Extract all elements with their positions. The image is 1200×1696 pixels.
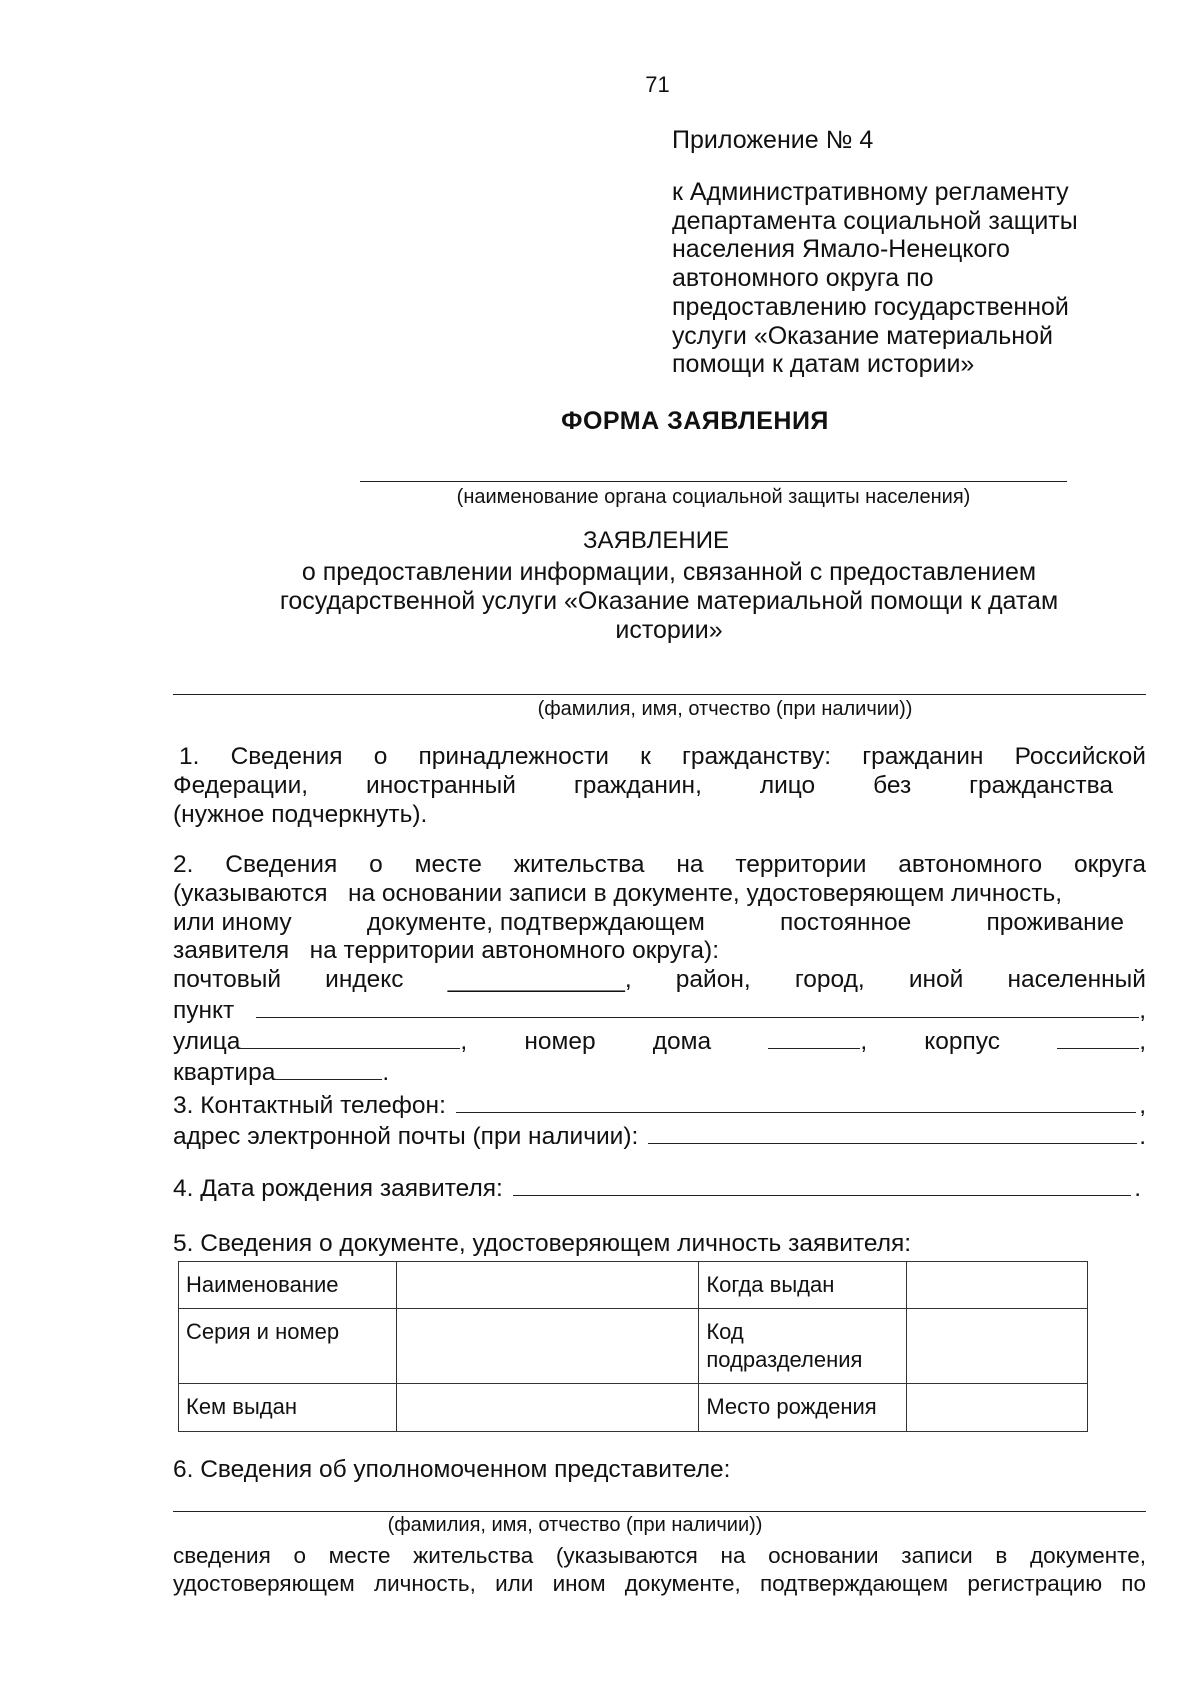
option-stateless[interactable]: лицо	[759, 771, 816, 799]
applicant-name-line[interactable]	[173, 694, 1146, 695]
word: к	[640, 743, 651, 770]
cell-value[interactable]	[907, 1262, 1088, 1309]
word: Сведения	[230, 743, 343, 770]
regulation-line: к Административному регламенту	[672, 178, 1069, 206]
phone-field[interactable]	[456, 1090, 1136, 1113]
regulation-line: населения Ямало-Ненецкого	[672, 235, 1010, 264]
word[interactable]: гражданства	[969, 771, 1113, 799]
postal-label: почтовый	[173, 966, 282, 994]
regulation-line: услуги «Оказание материальной	[672, 321, 1053, 350]
city-label: город,	[794, 966, 865, 994]
postal-index-field[interactable]: _____________,	[447, 966, 632, 994]
cell-value[interactable]	[396, 1384, 698, 1432]
street-label: улица	[173, 1027, 241, 1055]
word: жительства	[513, 851, 645, 878]
regulation-line: предоставлению государственной	[672, 292, 1069, 321]
regulation-line: автономного округа по	[672, 264, 934, 293]
representative-residence-text	[173, 1542, 1146, 1597]
word: автономного	[898, 851, 1043, 878]
representative-name-line[interactable]	[173, 1511, 1146, 1512]
word[interactable]: без	[873, 771, 912, 799]
period: .	[1139, 1122, 1146, 1150]
email-field[interactable]	[648, 1121, 1137, 1144]
comma: ,	[460, 1027, 468, 1055]
cell-label: Серия и номер	[179, 1309, 397, 1384]
table-row	[179, 1384, 1088, 1432]
word: 1.	[179, 743, 200, 770]
district-label: район,	[675, 966, 751, 994]
word: гражданин	[862, 743, 984, 770]
section-residence	[173, 851, 1146, 1087]
cell-label: Место рождения	[699, 1384, 907, 1432]
index-label: индекс	[325, 966, 404, 994]
word: принадлежности	[418, 743, 609, 770]
agency-name-line[interactable]	[360, 481, 1067, 482]
section-birthdate	[173, 1173, 1146, 1204]
subtitle-line: о предоставлении информации, связанной с предоставлением	[301, 558, 1037, 586]
table-row	[179, 1262, 1088, 1309]
word: 2.	[173, 851, 194, 878]
word: Российской	[1014, 743, 1146, 770]
table-row	[179, 1309, 1088, 1384]
word: Сведения	[225, 851, 338, 878]
birthdate-label: 4. Дата рождения заявителя:	[173, 1175, 503, 1202]
cell-label: Код подразделения	[699, 1309, 907, 1384]
locality-label: пункт	[173, 996, 235, 1024]
applicant-caption: (фамилия, имя, отчество (при наличии))	[537, 698, 913, 720]
word: о	[369, 851, 383, 878]
regulation-reference	[672, 178, 1142, 379]
subtitle-line: истории»	[615, 616, 723, 644]
word: постоянное	[779, 908, 912, 936]
comma: ,	[1139, 1092, 1146, 1119]
regulation-line: департамента социальной защиты	[672, 206, 1078, 235]
word: документе, подтверждающем	[366, 908, 705, 936]
word: проживание	[986, 908, 1124, 936]
cell-value[interactable]	[396, 1262, 698, 1309]
word: территории	[735, 851, 867, 878]
section-representative-label: 6. Сведения об уполномоченном представителе:	[173, 1456, 731, 1483]
comma: ,	[1139, 1027, 1146, 1055]
word[interactable]: гражданин,	[573, 771, 702, 799]
other-label: иной	[908, 966, 964, 994]
section-citizenship	[173, 743, 1146, 829]
statement-heading: ЗАЯВЛЕНИЕ	[583, 527, 729, 554]
building-label: корпус	[924, 1027, 1001, 1055]
residence-note-end: заявителя на территории автономного округа):	[173, 937, 720, 965]
house-number-field[interactable]	[768, 1026, 860, 1049]
page-number: 71	[645, 72, 670, 97]
settlement-label: населенный	[1007, 966, 1146, 994]
section-contacts	[173, 1090, 1146, 1152]
word: о	[373, 743, 388, 770]
id-document-table	[178, 1261, 1088, 1432]
house-label-2: дома	[652, 1027, 712, 1055]
residence-note: (указываются на основании записи в документе, удостоверяющем личность,	[173, 879, 1063, 907]
section-id-document-label: 5. Сведения о документе, удостоверяющем личность заявителя:	[173, 1230, 912, 1257]
cell-value[interactable]	[396, 1309, 698, 1384]
cell-value[interactable]	[907, 1384, 1088, 1432]
subtitle-line: государственной услуги «Оказание материальной помощи к датам	[279, 587, 1059, 615]
option-citizen-rf[interactable]: Федерации,	[173, 771, 309, 799]
word: или иному	[173, 908, 292, 936]
period: .	[1134, 1175, 1141, 1202]
representative-caption: (фамилия, имя, отчество (при наличии))	[387, 1514, 763, 1536]
birthdate-field[interactable]	[513, 1173, 1131, 1196]
text-line: удостоверяющем личность, или ином документе, подтверждающем регистрацию по	[173, 1570, 1146, 1596]
statement-subtitle	[0, 558, 1200, 645]
agency-caption: (наименование органа социальной защиты населения)	[456, 486, 971, 508]
building-field[interactable]	[1057, 1026, 1139, 1049]
cell-label: Когда выдан	[699, 1262, 907, 1309]
street-field[interactable]	[240, 1026, 460, 1049]
period: .	[382, 1058, 390, 1086]
apartment-field[interactable]	[275, 1057, 382, 1080]
word: на	[676, 851, 704, 878]
appendix-label: Приложение № 4	[672, 126, 874, 154]
comma: ,	[1139, 996, 1146, 1024]
comma: ,	[860, 1027, 868, 1055]
regulation-line: помощи к датам истории»	[672, 350, 975, 379]
text-line: сведения о месте жительства (указываются на основании записи в документе,	[173, 1543, 1146, 1568]
house-label: номер	[524, 1027, 596, 1055]
locality-field[interactable]	[256, 995, 1139, 1018]
word: округа	[1074, 851, 1146, 878]
cell-label: Кем выдан	[179, 1384, 397, 1432]
phone-label: 3. Контактный телефон:	[173, 1092, 446, 1119]
section-note: (нужное подчеркнуть).	[173, 800, 428, 828]
cell-label: Наименование	[179, 1262, 397, 1309]
word: месте	[414, 851, 482, 878]
word: гражданству:	[681, 743, 832, 770]
form-title: ФОРМА ЗАЯВЛЕНИЯ	[561, 407, 829, 435]
option-foreign[interactable]: иностранный	[366, 771, 516, 799]
apartment-label: квартира	[173, 1058, 276, 1086]
email-label: адрес электронной почты (при наличии):	[173, 1122, 639, 1150]
cell-value[interactable]	[907, 1309, 1088, 1384]
